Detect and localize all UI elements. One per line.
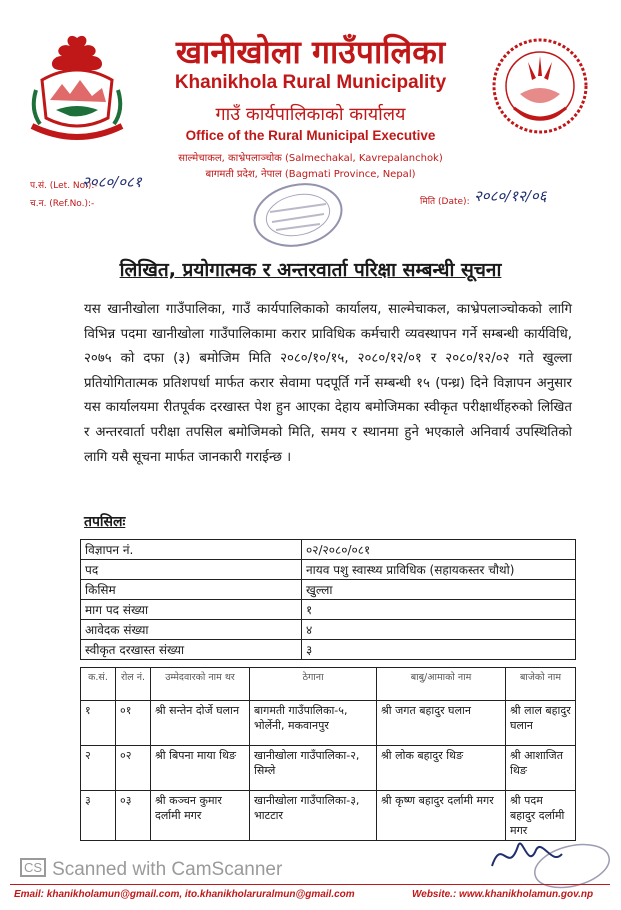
cell-parent: श्री जगत बहादुर घलान bbox=[377, 701, 506, 746]
cell-name: श्री बिपना माया थिङ bbox=[151, 746, 250, 791]
detail-value: ४ bbox=[302, 620, 576, 640]
table-row bbox=[81, 580, 576, 600]
table-row bbox=[81, 746, 576, 791]
cell-address: खानीखोला गाउँपालिका-३, भाटटार bbox=[250, 791, 377, 841]
cell-address: बागमती गाउँपालिका-५, भोर्लेनी, मकवानपुर bbox=[250, 701, 377, 746]
footer-website[interactable]: Website.: www.khanikholamun.gov.np bbox=[412, 889, 594, 900]
camscanner-watermark bbox=[20, 858, 282, 881]
table-header-row bbox=[81, 668, 576, 701]
cell-sn: २ bbox=[81, 746, 116, 791]
cell-address: खानीखोला गाउँपालिका-२, सिम्ले bbox=[250, 746, 377, 791]
notice-body: यस खानीखोला गाउँपालिका, गाउँ कार्यपालिकाको कार्यालय, साल्मेचाकल, काभ्रेपलाञ्चोकको लागि विभिन्न पदमा खानीखोला गाउँपालिकामा करार प्राविधिक कर्मचारी व्यवस्थापन गर्ने सम्बन्धी कार्यविधि, २०७५ को दफा (३) बमोजिम मिति २०८०/१०/१५, २०८०/१२/०१ र २०८०/१२/०२ गते खुल्ला प्रतियोगितात्मक प्रतिशपर्धा मार्फत करार सेवामा पदपूर्ति गर्ने सम्बन्धी १५ (पन्ध्र) दिने विज्ञापन अनुसार यस कार्यालयमा रीतपूर्वक दरखास्त पेश हुन आएका देहाय बमोजिमका स्वीकृत परीक्षार्थीहरुको लिखित र अन्तरवार्ता परीक्षा तपसिल बमोजिमको मिति, समय र स्थानमा हुने भएकाले अनिवार्य उपस्थितिको लागि यसै सूचना मार्फत जानकारी गराईन्छ । bbox=[84, 302, 572, 465]
office-name-en: Office of the Rural Municipal Executive bbox=[185, 128, 436, 143]
column-header: बाजेको नाम bbox=[506, 668, 576, 701]
column-header: ठेगाना bbox=[250, 668, 377, 701]
candidates-table bbox=[80, 667, 576, 841]
cell-grandfather: श्री पदम बहादुर दर्लामी मगर bbox=[506, 791, 576, 841]
letter-no-label: प.सं. (Let. No.):- bbox=[30, 181, 98, 191]
municipality-name-ne: खानीखोला गाउँपालिका bbox=[175, 33, 446, 71]
address-line-1: साल्मेचाकल, काभ्रेपलाञ्चोक (Salmechakal, Kavrepalanchok) bbox=[178, 153, 443, 164]
table-row bbox=[81, 600, 576, 620]
detail-value: १ bbox=[302, 600, 576, 620]
detail-value: खुल्ला bbox=[302, 580, 576, 600]
column-header: बाबु/आमाको नाम bbox=[377, 668, 506, 701]
footer-divider bbox=[10, 884, 610, 885]
cell-sn: १ bbox=[81, 701, 116, 746]
table-row bbox=[81, 701, 576, 746]
detail-label: विज्ञापन नं. bbox=[81, 540, 302, 560]
municipality-name-en: Khanikhola Rural Municipality bbox=[174, 72, 447, 93]
table-row bbox=[81, 640, 576, 660]
notice-title: लिखित, प्रयोगात्मक र अन्तरवार्ता परिक्षा सम्बन्धी सूचना bbox=[119, 259, 502, 281]
table-row bbox=[81, 560, 576, 580]
table-row bbox=[81, 540, 576, 560]
footer-email[interactable]: Email: khanikholamun@gmail.com, ito.khanikholaruralmun@gmail.com bbox=[14, 889, 355, 900]
detail-value: ३ bbox=[302, 640, 576, 660]
detail-value: ०२/२०८०/०८१ bbox=[302, 540, 576, 560]
cell-grandfather: श्री आशाजित थिङ bbox=[506, 746, 576, 791]
camscanner-badge: CS bbox=[20, 858, 46, 877]
cell-name: श्री कञ्चन कुमार दर्लामी मगर bbox=[151, 791, 250, 841]
tapsil-label: तपसिलः bbox=[84, 514, 126, 530]
cell-roll: ०१ bbox=[116, 701, 151, 746]
cell-name: श्री सन्तेन दोर्जे घलान bbox=[151, 701, 250, 746]
detail-label: आवेदक संख्या bbox=[81, 620, 302, 640]
letter-no-value: २०८०/०८१ bbox=[82, 173, 142, 191]
detail-label: माग पद संख्या bbox=[81, 600, 302, 620]
cell-roll: ०३ bbox=[116, 791, 151, 841]
date-label: मिति (Date): bbox=[420, 197, 470, 207]
signature-stamp-icon bbox=[462, 826, 612, 892]
cell-parent: श्री लोक बहादुर थिङ bbox=[377, 746, 506, 791]
column-header: उम्मेदवारको नाम थर bbox=[151, 668, 250, 701]
cell-parent: श्री कृष्ण बहादुर दर्लामी मगर bbox=[377, 791, 506, 841]
table-row bbox=[81, 620, 576, 640]
column-header: क.सं. bbox=[81, 668, 116, 701]
office-stamp-icon bbox=[250, 182, 346, 248]
detail-label: पद bbox=[81, 560, 302, 580]
camscanner-text: Scanned with CamScanner bbox=[52, 859, 283, 880]
cell-grandfather: श्री लाल बहादुर घलान bbox=[506, 701, 576, 746]
detail-label: स्वीकृत दरखास्त संख्या bbox=[81, 640, 302, 660]
column-header: रोल नं. bbox=[116, 668, 151, 701]
details-table bbox=[80, 539, 576, 660]
detail-label: किसिम bbox=[81, 580, 302, 600]
date-value: २०८०/१२/०६ bbox=[474, 187, 547, 205]
detail-value: नायव पशु स्वास्थ्य प्राविधिक (सहायकस्तर चौथो) bbox=[302, 560, 576, 580]
ref-no-label: च.न. (Ref.No.):- bbox=[30, 199, 95, 209]
cell-sn: ३ bbox=[81, 791, 116, 841]
address-line-2: बागमती प्रदेश, नेपाल (Bagmati Province, Nepal) bbox=[205, 169, 416, 180]
office-name-ne: गाउँ कार्यपालिकाको कार्यालय bbox=[215, 104, 406, 125]
cell-roll: ०२ bbox=[116, 746, 151, 791]
